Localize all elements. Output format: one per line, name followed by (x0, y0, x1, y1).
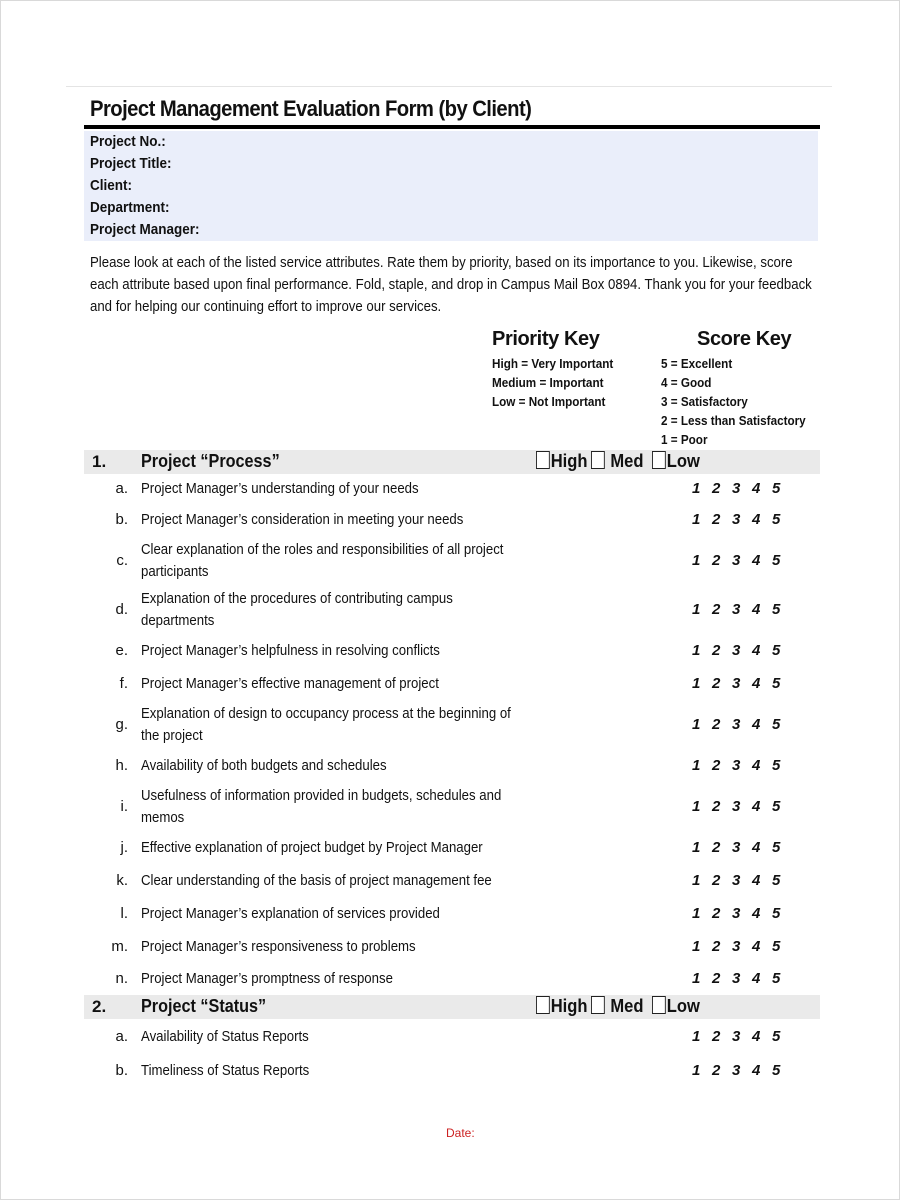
item-letter: m. (111, 938, 128, 955)
instructions-line: Please look at each of the listed service attributes. Rate them by priority, based on its importance to you. Likewise, score (90, 254, 793, 271)
score-key-line: 4 = Good (661, 375, 712, 390)
score-option[interactable]: 2 (712, 552, 721, 569)
priority-option-label: High (550, 451, 588, 471)
score-option[interactable]: 4 (752, 757, 761, 774)
priority-key-line: Low = Not Important (492, 394, 606, 409)
score-option[interactable]: 5 (772, 716, 781, 733)
score-option[interactable]: 3 (732, 839, 741, 856)
score-option[interactable]: 2 (712, 1028, 721, 1045)
score-option[interactable]: 3 (732, 480, 741, 497)
item-text (141, 936, 521, 958)
score-options (692, 755, 792, 777)
section-number: 1. (92, 452, 107, 471)
item-text-line: Timeliness of Status Reports (141, 1062, 310, 1079)
client-field[interactable] (84, 175, 818, 197)
priority-checkbox[interactable] (591, 996, 605, 1014)
priority-key-title: Priority Key (492, 328, 600, 350)
score-options (692, 1060, 792, 1082)
project-info-block (84, 131, 818, 241)
project-manager-field[interactable] (84, 219, 818, 241)
score-option[interactable]: 5 (772, 552, 781, 569)
item-letter: b. (115, 511, 128, 528)
section-title: Project “Process” (141, 451, 280, 471)
department-field[interactable] (84, 197, 818, 219)
item-text-line: Project Manager’s explanation of services provided (141, 905, 440, 922)
priority-checkbox[interactable] (536, 996, 550, 1014)
score-option[interactable]: 1 (692, 839, 701, 856)
score-options (692, 478, 792, 500)
score-option[interactable]: 1 (692, 798, 701, 815)
item-text (141, 588, 521, 632)
priority-option-med[interactable] (591, 451, 643, 472)
score-options (692, 509, 792, 531)
item-text (141, 870, 521, 892)
item-text-line: Clear explanation of the roles and responsibilities of all project (141, 541, 504, 558)
project-title-field[interactable] (84, 153, 818, 175)
score-option[interactable]: 3 (732, 1062, 741, 1079)
priority-option-high[interactable] (536, 451, 588, 472)
item-letter: i. (120, 798, 128, 815)
score-option[interactable]: 2 (712, 675, 721, 692)
field-label: Department: (90, 199, 170, 216)
item-letter: e. (115, 642, 128, 659)
score-key-line: 1 = Poor (661, 432, 708, 447)
score-option[interactable]: 4 (752, 905, 761, 922)
score-option[interactable]: 2 (712, 1062, 721, 1079)
item-text (141, 539, 521, 583)
score-option[interactable]: 5 (772, 938, 781, 955)
score-option[interactable]: 2 (712, 716, 721, 733)
item-letter: f. (119, 675, 128, 692)
score-options (692, 936, 792, 958)
score-option[interactable]: 4 (752, 872, 761, 889)
score-key-line: 3 = Satisfactory (661, 394, 748, 409)
item-text (141, 478, 521, 500)
item-letter: c. (116, 552, 128, 569)
score-option[interactable]: 2 (712, 757, 721, 774)
score-option[interactable]: 2 (712, 480, 721, 497)
score-option[interactable]: 1 (692, 675, 701, 692)
score-option[interactable]: 1 (692, 511, 701, 528)
item-text (141, 903, 521, 925)
score-option[interactable]: 4 (752, 552, 761, 569)
item-letter: j. (120, 839, 128, 856)
section-number: 2. (92, 997, 107, 1016)
item-text (141, 837, 521, 859)
item-text (141, 968, 521, 990)
score-options (692, 903, 792, 925)
item-text-line: Clear understanding of the basis of project management fee (141, 872, 492, 889)
score-option[interactable]: 1 (692, 938, 701, 955)
field-label: Client: (90, 177, 133, 194)
score-option[interactable]: 3 (732, 1028, 741, 1045)
score-options (692, 550, 792, 572)
item-text-line: Project Manager’s promptness of response (141, 970, 393, 987)
score-option[interactable]: 2 (712, 601, 721, 618)
item-text (141, 640, 521, 662)
score-option[interactable]: 5 (772, 1028, 781, 1045)
score-option[interactable]: 1 (692, 480, 701, 497)
item-text-line: Availability of Status Reports (141, 1028, 309, 1045)
item-letter: a. (115, 480, 128, 497)
score-option[interactable]: 4 (752, 1062, 761, 1079)
score-options (692, 599, 792, 621)
priority-option-label: High (550, 996, 588, 1016)
score-options (692, 837, 792, 859)
score-option[interactable]: 5 (772, 480, 781, 497)
score-option[interactable]: 3 (732, 757, 741, 774)
score-option[interactable]: 1 (692, 1062, 701, 1079)
score-option[interactable]: 5 (772, 970, 781, 987)
score-option[interactable]: 4 (752, 1028, 761, 1045)
score-option[interactable]: 1 (692, 872, 701, 889)
score-option[interactable]: 2 (712, 798, 721, 815)
item-text-line: Project Manager’s effective management of project (141, 675, 439, 692)
project-no-field[interactable] (84, 131, 818, 153)
score-option[interactable]: 1 (692, 716, 701, 733)
score-options (692, 673, 792, 695)
score-option[interactable]: 5 (772, 511, 781, 528)
score-options (692, 796, 792, 818)
score-option[interactable]: 4 (752, 511, 761, 528)
score-option[interactable]: 5 (772, 642, 781, 659)
priority-checkbox[interactable] (652, 451, 666, 469)
priority-option-high[interactable] (536, 996, 588, 1017)
score-option[interactable]: 3 (732, 675, 741, 692)
section-header (84, 450, 820, 474)
score-option[interactable]: 5 (772, 1062, 781, 1079)
item-letter: l. (120, 905, 128, 922)
score-option[interactable]: 3 (732, 872, 741, 889)
priority-option-low[interactable] (652, 451, 700, 472)
score-option[interactable]: 5 (772, 757, 781, 774)
instructions-line: and for helping our continuing effort to improve our services. (90, 298, 442, 315)
score-option[interactable]: 4 (752, 480, 761, 497)
score-option[interactable]: 3 (732, 552, 741, 569)
score-option[interactable]: 5 (772, 905, 781, 922)
priority-option-low[interactable] (652, 996, 700, 1017)
priority-key-line: Medium = Important (492, 375, 604, 390)
priority-option-label: Med (610, 451, 644, 471)
score-option[interactable]: 4 (752, 642, 761, 659)
priority-key-line: High = Very Important (492, 356, 614, 371)
section-title: Project “Status” (141, 996, 267, 1016)
score-option[interactable]: 4 (752, 970, 761, 987)
score-option[interactable]: 4 (752, 839, 761, 856)
item-letter: a. (115, 1028, 128, 1045)
priority-checkbox[interactable] (652, 996, 666, 1014)
score-option[interactable]: 5 (772, 872, 781, 889)
priority-checkbox[interactable] (591, 451, 605, 469)
score-option[interactable]: 2 (712, 970, 721, 987)
item-text-line: Project Manager’s consideration in meeting your needs (141, 511, 464, 528)
score-option[interactable]: 4 (752, 675, 761, 692)
score-option[interactable]: 5 (772, 601, 781, 618)
item-text-line: departments (141, 612, 215, 629)
score-option[interactable]: 1 (692, 552, 701, 569)
score-option[interactable]: 5 (772, 798, 781, 815)
item-text-line: memos (141, 809, 185, 826)
item-text-line: Project Manager’s helpfulness in resolving conflicts (141, 642, 440, 659)
item-text-line: the project (141, 727, 203, 744)
score-option[interactable]: 5 (772, 839, 781, 856)
item-letter: g. (115, 716, 128, 733)
score-option[interactable]: 4 (752, 716, 761, 733)
score-option[interactable]: 2 (712, 905, 721, 922)
priority-option-med[interactable] (591, 996, 643, 1017)
score-option[interactable]: 2 (712, 511, 721, 528)
score-option[interactable]: 1 (692, 642, 701, 659)
score-option[interactable]: 3 (732, 642, 741, 659)
top-divider (66, 86, 832, 87)
item-text (141, 755, 521, 777)
item-letter: b. (115, 1062, 128, 1079)
priority-option-label: Low (666, 451, 700, 471)
item-text (141, 509, 521, 531)
score-key-line: 2 = Less than Satisfactory (661, 413, 806, 428)
item-text-line: Project Manager’s responsiveness to problems (141, 938, 416, 955)
score-option[interactable]: 3 (732, 905, 741, 922)
field-label: Project Title: (90, 155, 172, 172)
item-text (141, 1060, 521, 1082)
item-text (141, 703, 521, 747)
item-letter: h. (115, 757, 128, 774)
instructions-line: each attribute based upon final performance. Fold, staple, and drop in Campus Mail Box 0894. Thank you for your feedback (90, 276, 812, 293)
score-option[interactable]: 2 (712, 839, 721, 856)
section-header (84, 995, 820, 1019)
priority-option-label: Med (610, 996, 644, 1016)
item-text-line: Explanation of the procedures of contributing campus (141, 590, 453, 607)
score-option[interactable]: 4 (752, 798, 761, 815)
score-option[interactable]: 3 (732, 511, 741, 528)
score-option[interactable]: 3 (732, 601, 741, 618)
score-option[interactable]: 1 (692, 970, 701, 987)
instructions-paragraph (90, 252, 830, 318)
item-text (141, 785, 521, 829)
score-option[interactable]: 3 (732, 798, 741, 815)
priority-option-label: Low (666, 996, 700, 1016)
field-label: Project No.: (90, 133, 166, 150)
item-letter: k. (116, 872, 128, 889)
score-option[interactable]: 1 (692, 1028, 701, 1045)
score-option[interactable]: 2 (712, 872, 721, 889)
score-option[interactable]: 2 (712, 938, 721, 955)
score-options (692, 640, 792, 662)
item-text-line: Project Manager’s understanding of your needs (141, 480, 419, 497)
score-option[interactable]: 2 (712, 642, 721, 659)
score-key-title: Score Key (697, 328, 792, 350)
score-options (692, 1026, 792, 1048)
score-option[interactable]: 4 (752, 601, 761, 618)
item-letter: n. (115, 970, 128, 987)
score-options (692, 870, 792, 892)
item-text-line: Effective explanation of project budget by Project Manager (141, 839, 483, 856)
score-option[interactable]: 3 (732, 970, 741, 987)
item-text-line: Availability of both budgets and schedules (141, 757, 387, 774)
date-label: Date: (446, 1126, 475, 1140)
score-key-line: 5 = Excellent (661, 356, 733, 371)
score-options (692, 714, 792, 736)
score-option[interactable]: 5 (772, 675, 781, 692)
item-text (141, 1026, 521, 1048)
field-label: Project Manager: (90, 221, 200, 238)
score-option[interactable]: 1 (692, 757, 701, 774)
score-option[interactable]: 1 (692, 905, 701, 922)
item-text-line: participants (141, 563, 209, 580)
item-text (141, 673, 521, 695)
score-option[interactable]: 3 (732, 938, 741, 955)
score-option[interactable]: 1 (692, 601, 701, 618)
score-option[interactable]: 4 (752, 938, 761, 955)
form-title: Project Management Evaluation Form (by Client) (90, 96, 532, 121)
score-options (692, 968, 792, 990)
score-option[interactable]: 3 (732, 716, 741, 733)
item-text-line: Explanation of design to occupancy process at the beginning of (141, 705, 511, 722)
item-letter: d. (115, 601, 128, 618)
title-underline (84, 125, 820, 129)
priority-checkbox[interactable] (536, 451, 550, 469)
item-text-line: Usefulness of information provided in budgets, schedules and (141, 787, 502, 804)
